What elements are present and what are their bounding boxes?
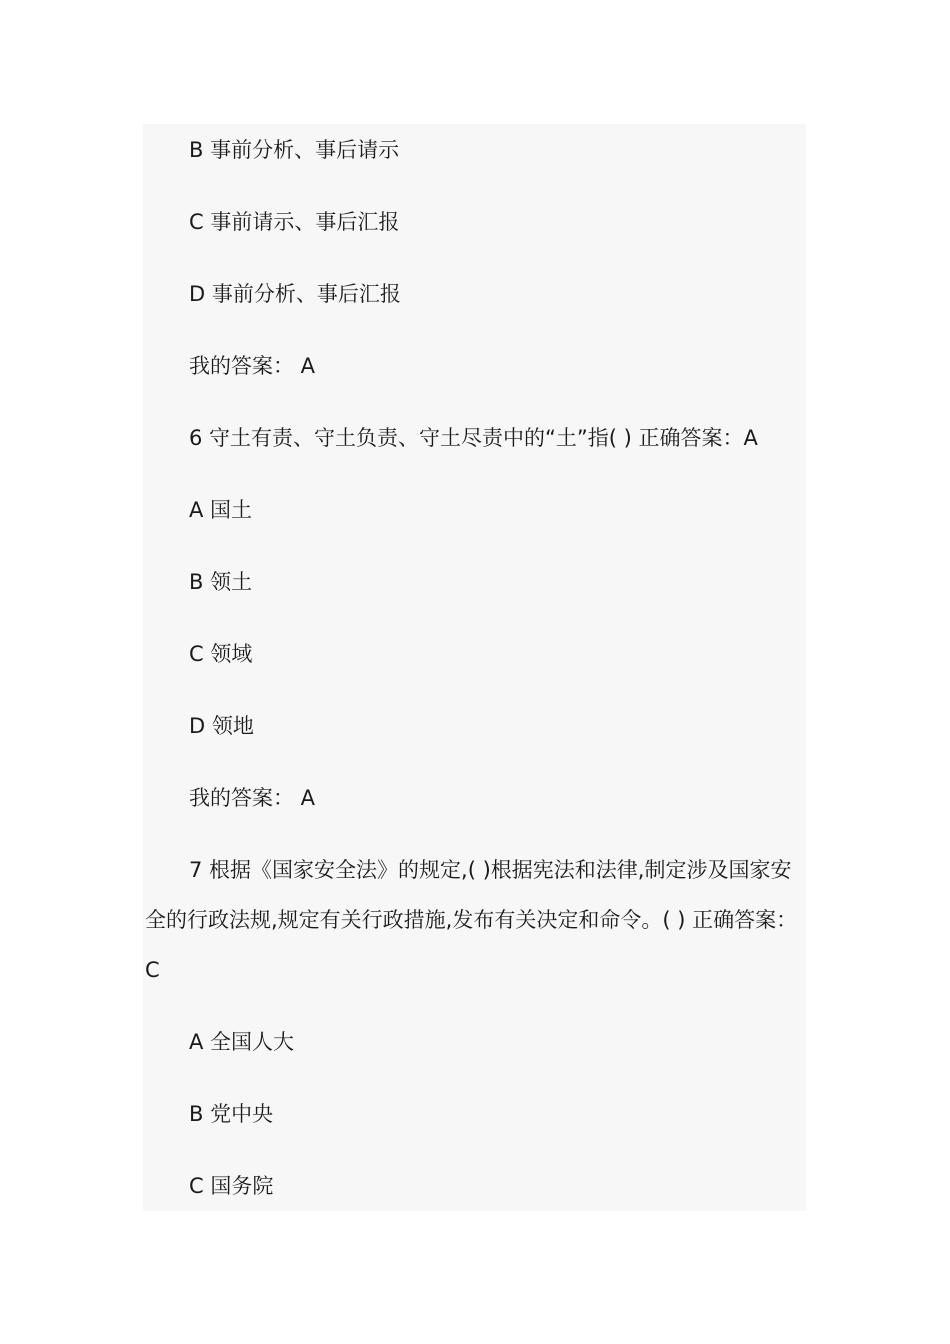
option-b-q5: B 事前分析、事后请示: [189, 138, 400, 162]
my-answer-q5: 我的答案： A: [189, 354, 316, 378]
question-7-answer: C: [145, 958, 160, 982]
question-6: 6 守土有责、守土负责、守土尽责中的“土”指( ) 正确答案：A: [189, 426, 758, 450]
option-c-q7: C 国务院: [189, 1174, 274, 1198]
option-c-q5: C 事前请示、事后汇报: [189, 210, 400, 234]
my-answer-q6: 我的答案： A: [189, 786, 316, 810]
question-7-line-2: 全的行政法规,规定有关行政措施,发布有关决定和命令。( ) 正确答案：: [145, 908, 798, 932]
question-7-line-1: 7 根据《国家安全法》的规定,( )根据宪法和法律,制定涉及国家安: [189, 858, 792, 882]
option-b-q6: B 领土: [189, 570, 253, 594]
option-a-q6: A 国土: [189, 498, 253, 522]
option-b-q7: B 党中央: [189, 1102, 274, 1126]
option-d-q5: D 事前分析、事后汇报: [189, 282, 401, 306]
option-a-q7: A 全国人大: [189, 1030, 295, 1054]
option-c-q6: C 领域: [189, 642, 253, 666]
option-d-q6: D 领地: [189, 714, 254, 738]
